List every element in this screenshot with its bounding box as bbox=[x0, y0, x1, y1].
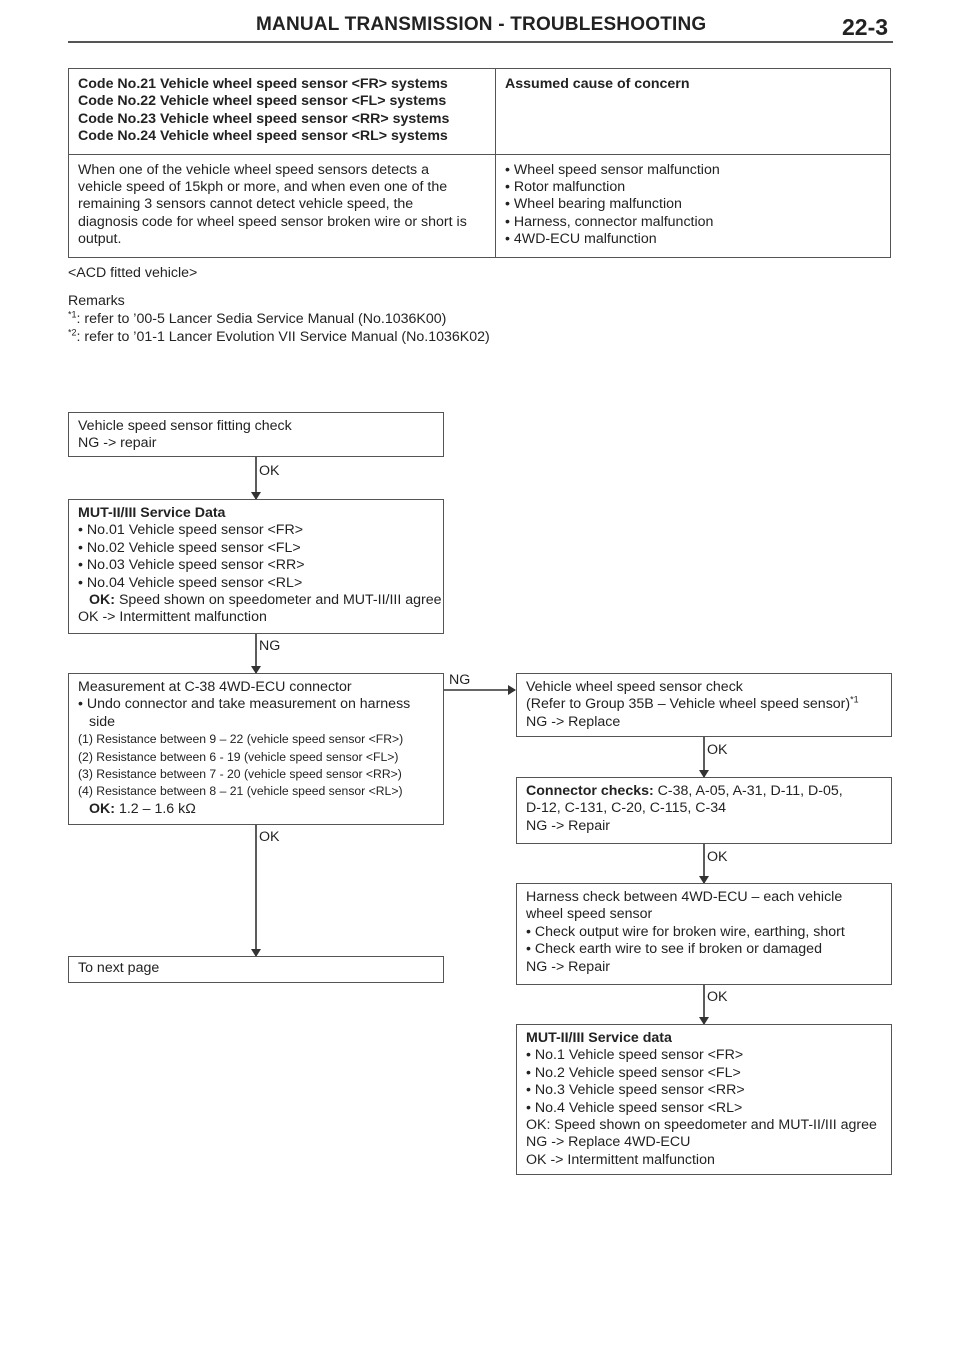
step-line: Vehicle speed sensor fitting check bbox=[78, 418, 292, 434]
resistance-item: (4) Resistance between 8 – 21 (vehicle speed sensor <RL>) bbox=[78, 784, 403, 799]
step-line: NG -> Replace bbox=[526, 713, 621, 730]
step-line: • No.1 Vehicle speed sensor <FR> bbox=[526, 1047, 744, 1064]
description-line: diagnosis code for wheel speed sensor broken wire or short is bbox=[78, 213, 467, 230]
step-line: • Check output wire for broken wire, earthing, short bbox=[526, 923, 845, 940]
step-connector-measurement bbox=[68, 673, 444, 825]
step-title: MUT-II/III Service data bbox=[526, 1030, 672, 1046]
step-mut-service-data bbox=[68, 499, 444, 634]
footnote-mark: *2 bbox=[68, 327, 77, 338]
cause-item: • Wheel speed sensor malfunction bbox=[505, 161, 720, 178]
step-line: NG -> Repair bbox=[526, 817, 610, 834]
branch-label-ok: OK bbox=[259, 463, 280, 479]
connector-checks-label: Connector checks: bbox=[526, 783, 654, 799]
step-fitting-check bbox=[68, 412, 444, 457]
code-heading-line: Code No.21 Vehicle wheel speed sensor <FR> systems bbox=[78, 76, 448, 92]
remarks-note-text: : refer to ’00-5 Lancer Sedia Service Manual (No.1036K00) bbox=[76, 311, 447, 327]
step-line: OK: Speed shown on speedometer and MUT-II/III agree bbox=[526, 1117, 877, 1134]
step-line: Harness check between 4WD-ECU – each vehicle bbox=[526, 889, 843, 905]
step-line: OK -> Intermittent malfunction bbox=[526, 1151, 715, 1168]
branch-label-ok: OK bbox=[707, 742, 728, 758]
ok-label: OK: bbox=[89, 800, 116, 817]
step-item: side bbox=[89, 713, 116, 730]
footnote-mark: *1 bbox=[68, 309, 77, 320]
ok-text: Speed shown on speedometer and MUT-II/III agree bbox=[115, 592, 442, 609]
resistance-item: (2) Resistance between 6 - 19 (vehicle speed sensor <FL>) bbox=[78, 749, 399, 764]
step-title: MUT-II/III Service Data bbox=[78, 505, 226, 521]
code-heading-line: Code No.24 Vehicle wheel speed sensor <RL> systems bbox=[78, 128, 448, 145]
page-number: 22-3 bbox=[842, 14, 889, 40]
step-line-text: C-38, A-05, A-31, D-11, D-05, bbox=[653, 783, 843, 799]
step-item: • Undo connector and take measurement on harness bbox=[78, 696, 411, 713]
description-line: vehicle speed of 15kph or more, and when even one of the bbox=[78, 179, 448, 196]
code-heading-line: Code No.23 Vehicle wheel speed sensor <RR> systems bbox=[78, 110, 450, 127]
step-item: • No.02 Vehicle speed sensor <FL> bbox=[78, 539, 301, 556]
resistance-item: (1) Resistance between 9 – 22 (vehicle speed sensor <FR>) bbox=[78, 732, 404, 747]
step-line-text: (Refer to Group 35B – Vehicle wheel speed sensor) bbox=[526, 696, 851, 713]
step-line: • No.4 Vehicle speed sensor <RL> bbox=[526, 1099, 743, 1116]
section-title: <ACD fitted vehicle> bbox=[68, 265, 198, 281]
step-item: • No.03 Vehicle speed sensor <RR> bbox=[78, 557, 305, 574]
step-line: wheel speed sensor bbox=[526, 906, 653, 923]
step-next-page bbox=[68, 956, 444, 983]
ok-text: 1.2 – 1.6 kΩ bbox=[115, 800, 196, 817]
footnote-mark: *1 bbox=[850, 694, 859, 705]
description-line: When one of the vehicle wheel speed sensors detects a bbox=[78, 161, 429, 178]
step-line: NG -> Repair bbox=[526, 958, 610, 975]
branch-label-ok: OK bbox=[707, 989, 728, 1005]
step-result: OK -> Intermittent malfunction bbox=[78, 609, 267, 626]
resistance-item: (3) Resistance between 7 - 20 (vehicle speed sensor <RR>) bbox=[78, 767, 402, 782]
remarks-title: Remarks bbox=[68, 293, 125, 309]
step-line bbox=[526, 696, 882, 713]
step-line: • No.2 Vehicle speed sensor <FL> bbox=[526, 1064, 741, 1081]
step-item: • No.01 Vehicle speed sensor <FR> bbox=[78, 522, 304, 539]
remarks-note-text: : refer to ’01-1 Lancer Evolution VII Service Manual (No.1036K02) bbox=[76, 329, 490, 345]
step-title: Measurement at C-38 4WD-ECU connector bbox=[78, 679, 352, 695]
step-line: D-12, C-131, C-20, C-115, C-34 bbox=[526, 800, 727, 817]
branch-label-ng: NG bbox=[259, 638, 281, 654]
step-wheel-sensor-check bbox=[516, 673, 892, 737]
description-line: remaining 3 sensors cannot detect vehicle speed, the bbox=[78, 196, 414, 213]
branch-label-ok: OK bbox=[259, 829, 280, 845]
step-line: • Check earth wire to see if broken or damaged bbox=[526, 941, 822, 958]
step-line: To next page bbox=[78, 960, 160, 976]
step-line: Vehicle wheel speed sensor check bbox=[526, 679, 743, 695]
cause-item: • 4WD-ECU malfunction bbox=[505, 231, 657, 248]
step-mut-service-data-final bbox=[516, 1024, 892, 1175]
step-connector-checks bbox=[516, 777, 892, 844]
step-line: NG -> Replace 4WD-ECU bbox=[526, 1134, 691, 1151]
branch-label-ok: OK bbox=[707, 849, 728, 865]
code-heading-line: Code No.22 Vehicle wheel speed sensor <FL> systems bbox=[78, 93, 447, 110]
ok-label: OK: bbox=[89, 592, 116, 609]
step-ok-criterion bbox=[78, 801, 434, 818]
cause-item: • Rotor malfunction bbox=[505, 179, 626, 196]
branch-label-ng: NG bbox=[449, 672, 471, 688]
cause-item: • Wheel bearing malfunction bbox=[505, 196, 682, 213]
step-line: • No.3 Vehicle speed sensor <RR> bbox=[526, 1082, 745, 1099]
step-ok-criterion bbox=[78, 592, 442, 609]
page-header-title: MANUAL TRANSMISSION - TROUBLESHOOTING bbox=[256, 14, 707, 35]
step-line bbox=[526, 783, 882, 800]
step-harness-check bbox=[516, 883, 892, 985]
description-line: output. bbox=[78, 231, 122, 248]
step-line: NG -> repair bbox=[78, 435, 157, 452]
step-item: • No.04 Vehicle speed sensor <RL> bbox=[78, 574, 303, 591]
cause-item: • Harness, connector malfunction bbox=[505, 213, 714, 230]
cause-heading: Assumed cause of concern bbox=[505, 76, 690, 92]
